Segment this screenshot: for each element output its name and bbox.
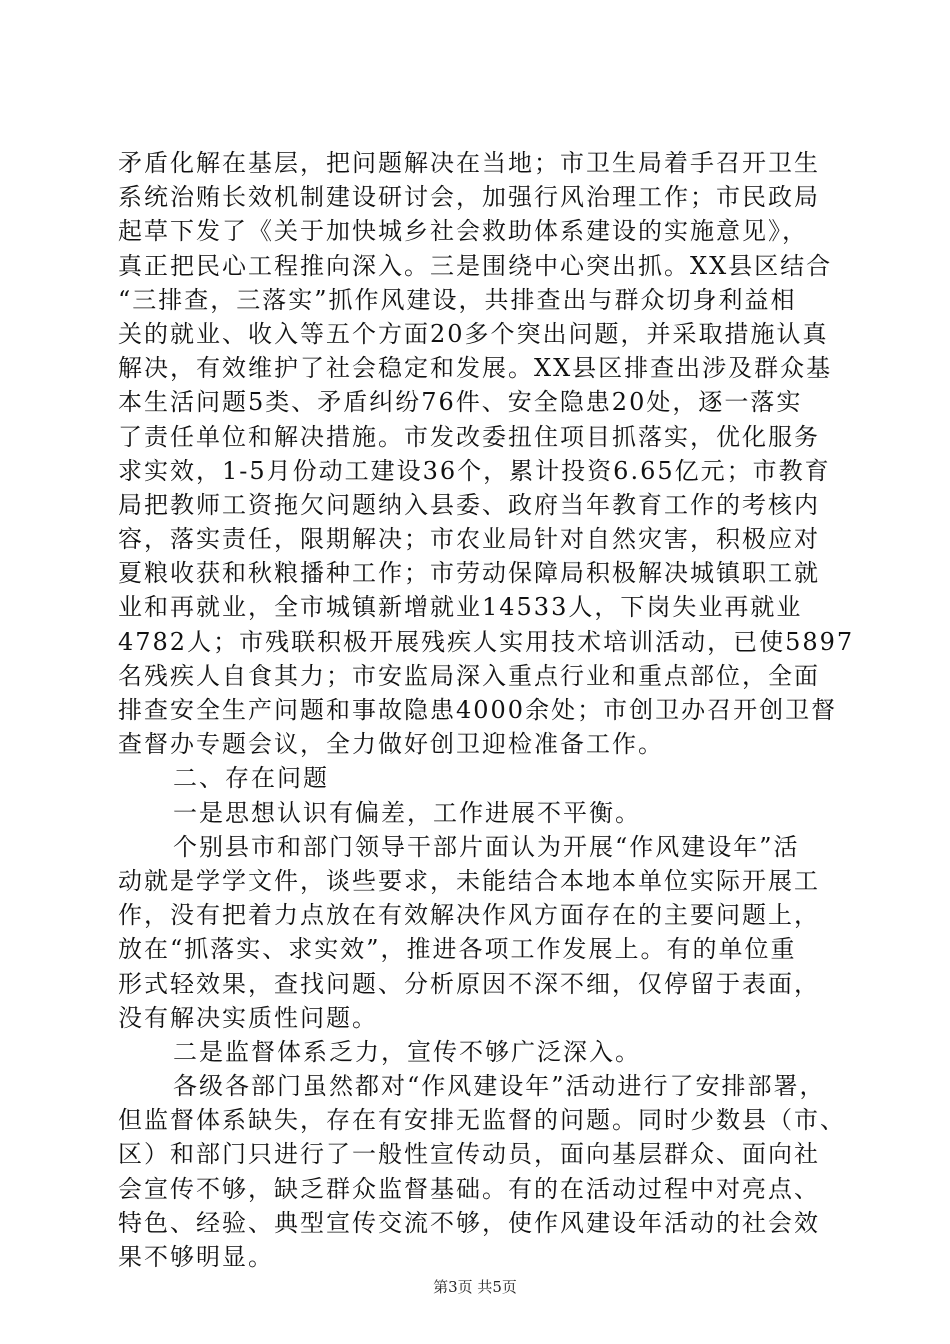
text-line: 业和再就业，全市城镇新增就业14533人，下岗失业再就业 bbox=[118, 593, 803, 622]
document-body bbox=[118, 146, 855, 1274]
text-line: 特色、经验、典型宣传交流不够，使作风建设年活动的社会效 bbox=[118, 1208, 820, 1237]
text-line: 局把教师工资拖欠问题纳入县委、政府当年教育工作的考核内 bbox=[118, 490, 820, 519]
text-line: 容，落实责任，限期解决；市农业局针对自然灾害，积极应对 bbox=[118, 525, 820, 554]
text-line: 查督办专题会议，全力做好创卫迎检准备工作。 bbox=[118, 730, 664, 759]
text-line: 放在“抓落实、求实效”，推进各项工作发展上。有的单位重 bbox=[118, 935, 797, 964]
text-line: 但监督体系缺失，存在有安排无监督的问题。同时少数县（市、 bbox=[118, 1106, 846, 1135]
text-line: 二是监督体系乏力，宣传不够广泛深入。 bbox=[173, 1037, 641, 1066]
text-line: 4782人；市残联积极开展残疾人实用技术培训活动，已使5897 bbox=[118, 627, 855, 656]
text-line: 区）和部门只进行了一般性宣传动员，面向基层群众、面向社 bbox=[118, 1140, 820, 1169]
text-line: 矛盾化解在基层，把问题解决在当地；市卫生局着手召开卫生 bbox=[118, 149, 820, 177]
text-line: 了责任单位和解决措施。市发改委扭住项目抓落实，优化服务 bbox=[118, 422, 820, 451]
text-line: 形式轻效果，查找问题、分析原因不深不细，仅停留于表面， bbox=[118, 969, 820, 998]
text-line: 系统治贿长效机制建设研讨会，加强行风治理工作；市民政局 bbox=[118, 183, 820, 212]
text-line: 各级各部门虽然都对“作风建设年”活动进行了安排部署， bbox=[173, 1072, 826, 1101]
text-line: 解决，有效维护了社会稳定和发展。XX县区排查出涉及群众基 bbox=[118, 354, 833, 383]
text-line: 求实效，1-5月份动工建设36个，累计投资6.65亿元；市教育 bbox=[118, 456, 831, 485]
page-footer: 第3页 共5页 bbox=[433, 1278, 517, 1296]
text-line: 作，没有把着力点放在有效解决作风方面存在的主要问题上， bbox=[118, 901, 820, 930]
text-line: 排查安全生产问题和事故隐患4000余处；市创卫办召开创卫督 bbox=[118, 696, 838, 724]
text-line: 关的就业、收入等五个方面20多个突出问题，并采取措施认真 bbox=[118, 319, 829, 348]
text-line: 没有解决实质性问题。 bbox=[118, 1003, 378, 1032]
text-line: 本生活问题5类、矛盾纠纷76件、安全隐患20处，逐一落实 bbox=[118, 388, 803, 417]
text-line: 夏粮收获和秋粮播种工作；市劳动保障局积极解决城镇职工就 bbox=[118, 559, 820, 588]
text-line: 二、存在问题 bbox=[173, 764, 329, 793]
text-line: “三排查，三落实”抓作风建设，共排查出与群众切身利益相 bbox=[118, 285, 797, 314]
text-line: 一是思想认识有偏差，工作进展不平衡。 bbox=[173, 798, 641, 827]
text-line: 个别县市和部门领导干部片面认为开展“作风建设年”活 bbox=[173, 832, 800, 861]
text-line: 果不够明显。 bbox=[118, 1243, 274, 1271]
text-line: 起草下发了《关于加快城乡社会救助体系建设的实施意见》， bbox=[118, 217, 808, 246]
text-line: 真正把民心工程推向深入。三是围绕中心突出抓。XX县区结合 bbox=[118, 251, 833, 280]
text-line: 会宣传不够，缺乏群众监督基础。有的在活动过程中对亮点、 bbox=[118, 1174, 820, 1203]
text-line: 名残疾人自食其力；市安监局深入重点行业和重点部位，全面 bbox=[118, 661, 820, 690]
text-line: 动就是学学文件，谈些要求，未能结合本地本单位实际开展工 bbox=[118, 866, 820, 895]
